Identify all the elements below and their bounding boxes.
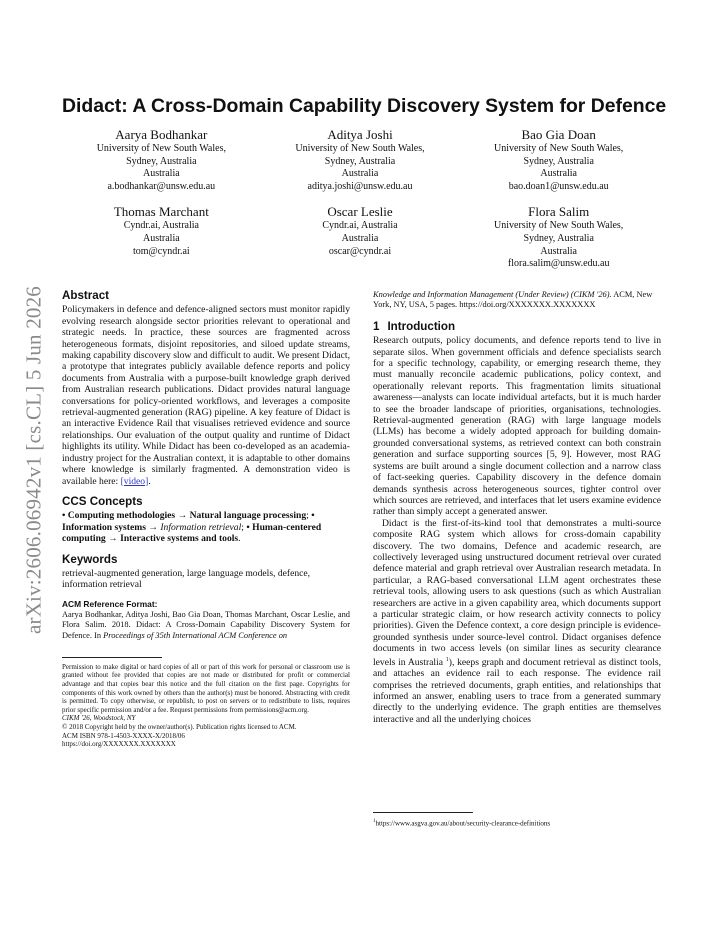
author-affiliation: University of New South Wales,	[295, 143, 425, 154]
ccs-sep: ;	[241, 521, 247, 533]
author	[62, 126, 261, 193]
footnote-mark: 1	[373, 819, 376, 824]
ccs-lead: • Human-centered computing	[62, 521, 322, 545]
author-affiliation: Sydney, Australia	[126, 155, 197, 167]
author-affiliation: Australia	[143, 168, 180, 180]
author	[62, 203, 261, 270]
author-name: Bao Gia Doan	[521, 127, 596, 142]
ccs-target: Information retrieval	[160, 521, 242, 533]
ccs-sep: .	[238, 533, 241, 545]
author-affiliation: Australia	[540, 245, 577, 257]
acm-reference-rest: ACM, New York, NY, USA, 5 pages. https://doi.org/XXXXXXX.XXXXXXX	[373, 290, 653, 310]
author	[261, 203, 460, 270]
author-name: Aditya Joshi	[327, 127, 393, 142]
isbn-line: ACM ISBN 978-1-4503-XXXX-X/2018/06	[62, 731, 185, 740]
author-email: aditya.joshi@unsw.edu.au	[307, 180, 413, 192]
author-email: tom@cyndr.ai	[132, 245, 190, 257]
keywords-heading: Keywords	[62, 552, 118, 566]
author-affiliation: University of New South Wales,	[96, 143, 226, 154]
author-affiliation: Sydney, Australia	[523, 232, 594, 244]
intro-paragraph-2b: ), keeps graph and document retrieval as distinct tools, and attaches an evidence rail to each response. The evidence rail comprises the retrieved documents, graph entities, and relationships that informed an answer, enabling users to trace from a generated summary directly to the underlying evidence. The graph entities are themselves interactive and all the underlying choices	[373, 656, 662, 725]
copyright-line: © 2018 Copyright held by the owner/author(s). Publication rights licensed to ACM.	[62, 722, 297, 731]
author-affiliation: Sydney, Australia	[523, 155, 594, 167]
footnote-url[interactable]: https://www.asgva.gov.au/about/security-clearance-definitions	[375, 819, 551, 828]
section-title: Introduction	[387, 319, 456, 333]
intro-paragraph-2	[373, 518, 661, 726]
author-block	[62, 126, 658, 271]
author	[459, 126, 658, 193]
author-email: flora.salim@unsw.edu.au	[507, 258, 610, 270]
paper-title: Didact: A Cross-Domain Capability Discovery System for Defence	[62, 95, 667, 117]
doi-line: https://doi.org/XXXXXXX.XXXXXXX	[62, 740, 176, 749]
acm-reference-heading: ACM Reference Format:	[62, 598, 158, 609]
author-name: Flora Salim	[528, 204, 590, 220]
ccs-lead: • Computing methodologies	[62, 510, 176, 522]
ccs-target: Interactive systems and tools	[120, 533, 239, 545]
intro-paragraph-1: Research outputs, policy documents, and defence reports tend to live in separate silos. When government officials and defence specialists search for a specific technology, capability, or emerging research theme, they must manually reconcile academic publications, policy context, and operationally relevant reports. This fragmentation limits situational awareness—analysts can locate individual artefacts, but it is much harder to see the broader landscape of priorities, organisations, technologies. Retrieval-augmented generation (RAG) with large language models (LLMs) has become a widely adopted approach for building domain-grounded conversational systems, as retrieved context can both constrain generation and surface supporting sources [5, 9]. However, most RAG systems are built around a single document collection and a narrow class of fact-seeking queries. Capability discovery in the defence domain demands synthesis across heterogeneous sources, tighter control over which sources are retrieved, and interfaces that let users examine evidence rather than simply accept a generated answer.	[373, 335, 661, 518]
ccs-heading: CCS Concepts	[62, 494, 143, 508]
abstract-heading: Abstract	[62, 289, 110, 302]
ccs-concepts	[62, 510, 350, 544]
conference-line: CIKM '26, Woodstock, NY	[62, 714, 136, 723]
author	[459, 203, 658, 270]
permission-text: Permission to make digital or hard copies of all or part of this work for personal or classroom use is granted without fee provided that copies are not made or distributed for profit or commercial advantage and that copies bear this notice and the full citation on the first page. Copyrights for components of this work owned by others than the author(s) must be honored. Abstracting with credit is permitted. To copy otherwise, or republish, to post on servers or to redistribute to lists, requires prior specific permission and/or a fee. Request permissions from permissions@acm.org.	[62, 662, 350, 714]
permission-rule	[62, 657, 162, 658]
arxiv-stamp-text: arXiv:2606.06942v1 [cs.CL] 5 Jun 2026	[21, 285, 46, 635]
author-row-1	[62, 126, 658, 193]
acm-reference-continued	[373, 290, 661, 311]
arxiv-stamp	[14, 260, 54, 660]
keywords-text: retrieval-augmented generation, large language models, defence, information retrieval	[62, 567, 311, 591]
left-column	[62, 290, 350, 749]
author-affiliation: Australia	[143, 232, 180, 244]
author-email: bao.doan1@unsw.edu.au	[508, 180, 609, 192]
ccs-lead: • Information systems	[62, 510, 315, 533]
acm-reference-body: Aarya Bodhankar, Aditya Joshi, Bao Gia Doan, Thomas Marchant, Oscar Leslie, and Flora Salim. 2018. Didact: A Cross-Domain Capability Discovery System for Defence. In	[62, 610, 350, 640]
author-affiliation: University of New South Wales,	[494, 143, 624, 154]
ccs-arrow: →	[145, 521, 161, 533]
acm-reference-text	[62, 610, 350, 641]
abstract-body: Policymakers in defence and defence-aligned sectors must monitor rapidly evolving research alongside sector priorities relevant to operational and strategic needs. In practice, these sources are fragmented across heterogeneous formats, disjoint repositories, and siloed update streams, making capability discovery slow and difficult to audit. We present Didact, a prototype that integrates publicly available defence reports and policy documents from Australia with a purpose-built knowledge graph derived from Australian research publications. Didact provides natural language conversations for policy-oriented workflows, and leverages a composite retrieval-augmented generation (RAG) pipeline. A key feature of Didact is an interactive Evidence Rail that visualises retrieved evidence and source relationships. Our evaluation of the output quality and runtime of Didact highlights its utility. While Didact has been co-developed as an academia-industry project for the Australian context, it is adaptable to other domains where knowledge is similarly fragmented. A demonstration video is available here:	[62, 304, 350, 487]
ccs-target: Natural language processing	[189, 510, 307, 522]
ccs-sep: ;	[306, 510, 312, 522]
author-affiliation: Sydney, Australia	[324, 155, 396, 167]
author-name: Aarya Bodhankar	[115, 127, 208, 142]
author	[261, 126, 460, 193]
author-row-2	[62, 203, 658, 270]
footnote	[373, 812, 661, 828]
author-affiliation: University of New South Wales,	[494, 220, 624, 232]
abstract-text	[62, 304, 350, 487]
video-link[interactable]: [video]	[120, 475, 149, 487]
author-name: Oscar Leslie	[327, 204, 393, 220]
author-affiliation: Cyndr.ai, Australia	[123, 220, 199, 232]
author-affiliation: Cyndr.ai, Australia	[322, 220, 398, 232]
intro-paragraph-2a: Didact is the first-of-its-kind tool that demonstrates a multi-source composite RAG system which allows for cross-domain capability discovery. The two domains, Defence and academic research, are collectively leveraged using unstructured document retrieval over curated defence material and graph retrieval over Australian research metadata. In particular, a RAG-based conversational LLM agent orchestrates these retrieval tools, allowing users to ask questions (such as which Australian researchers are active in a given capability area, which documents support a particular strategic claim, or how research activity connects to policy priorities). Given the Defence context, a core design principle is evidence-grounded synthesis under source-level control. Didact organises defence documents in two access levels (on similar lines as security clearance levels in Australia	[373, 517, 661, 668]
acm-reference-venue-cont: Knowledge and Information Management (Under Review) (CIKM '26).	[373, 290, 612, 299]
acm-reference-venue: Proceedings of 35th International ACM Conference on	[103, 630, 288, 640]
section-number: 1	[373, 319, 380, 333]
intro-heading	[373, 321, 661, 332]
author-email: oscar@cyndr.ai	[328, 245, 392, 257]
ccs-arrow: →	[105, 533, 121, 545]
author-affiliation: Australia	[341, 232, 379, 244]
footnote-rule	[373, 812, 473, 813]
author-affiliation: Australia	[540, 168, 577, 180]
permission-notice	[62, 663, 350, 749]
ccs-arrow: →	[175, 510, 190, 522]
right-column	[373, 290, 661, 725]
author-affiliation: Australia	[341, 168, 379, 180]
author-name: Thomas Marchant	[113, 204, 209, 220]
abstract-end: .	[148, 475, 151, 487]
author-email: a.bodhankar@unsw.edu.au	[107, 180, 216, 192]
footnote-ref[interactable]: 1	[445, 656, 449, 663]
